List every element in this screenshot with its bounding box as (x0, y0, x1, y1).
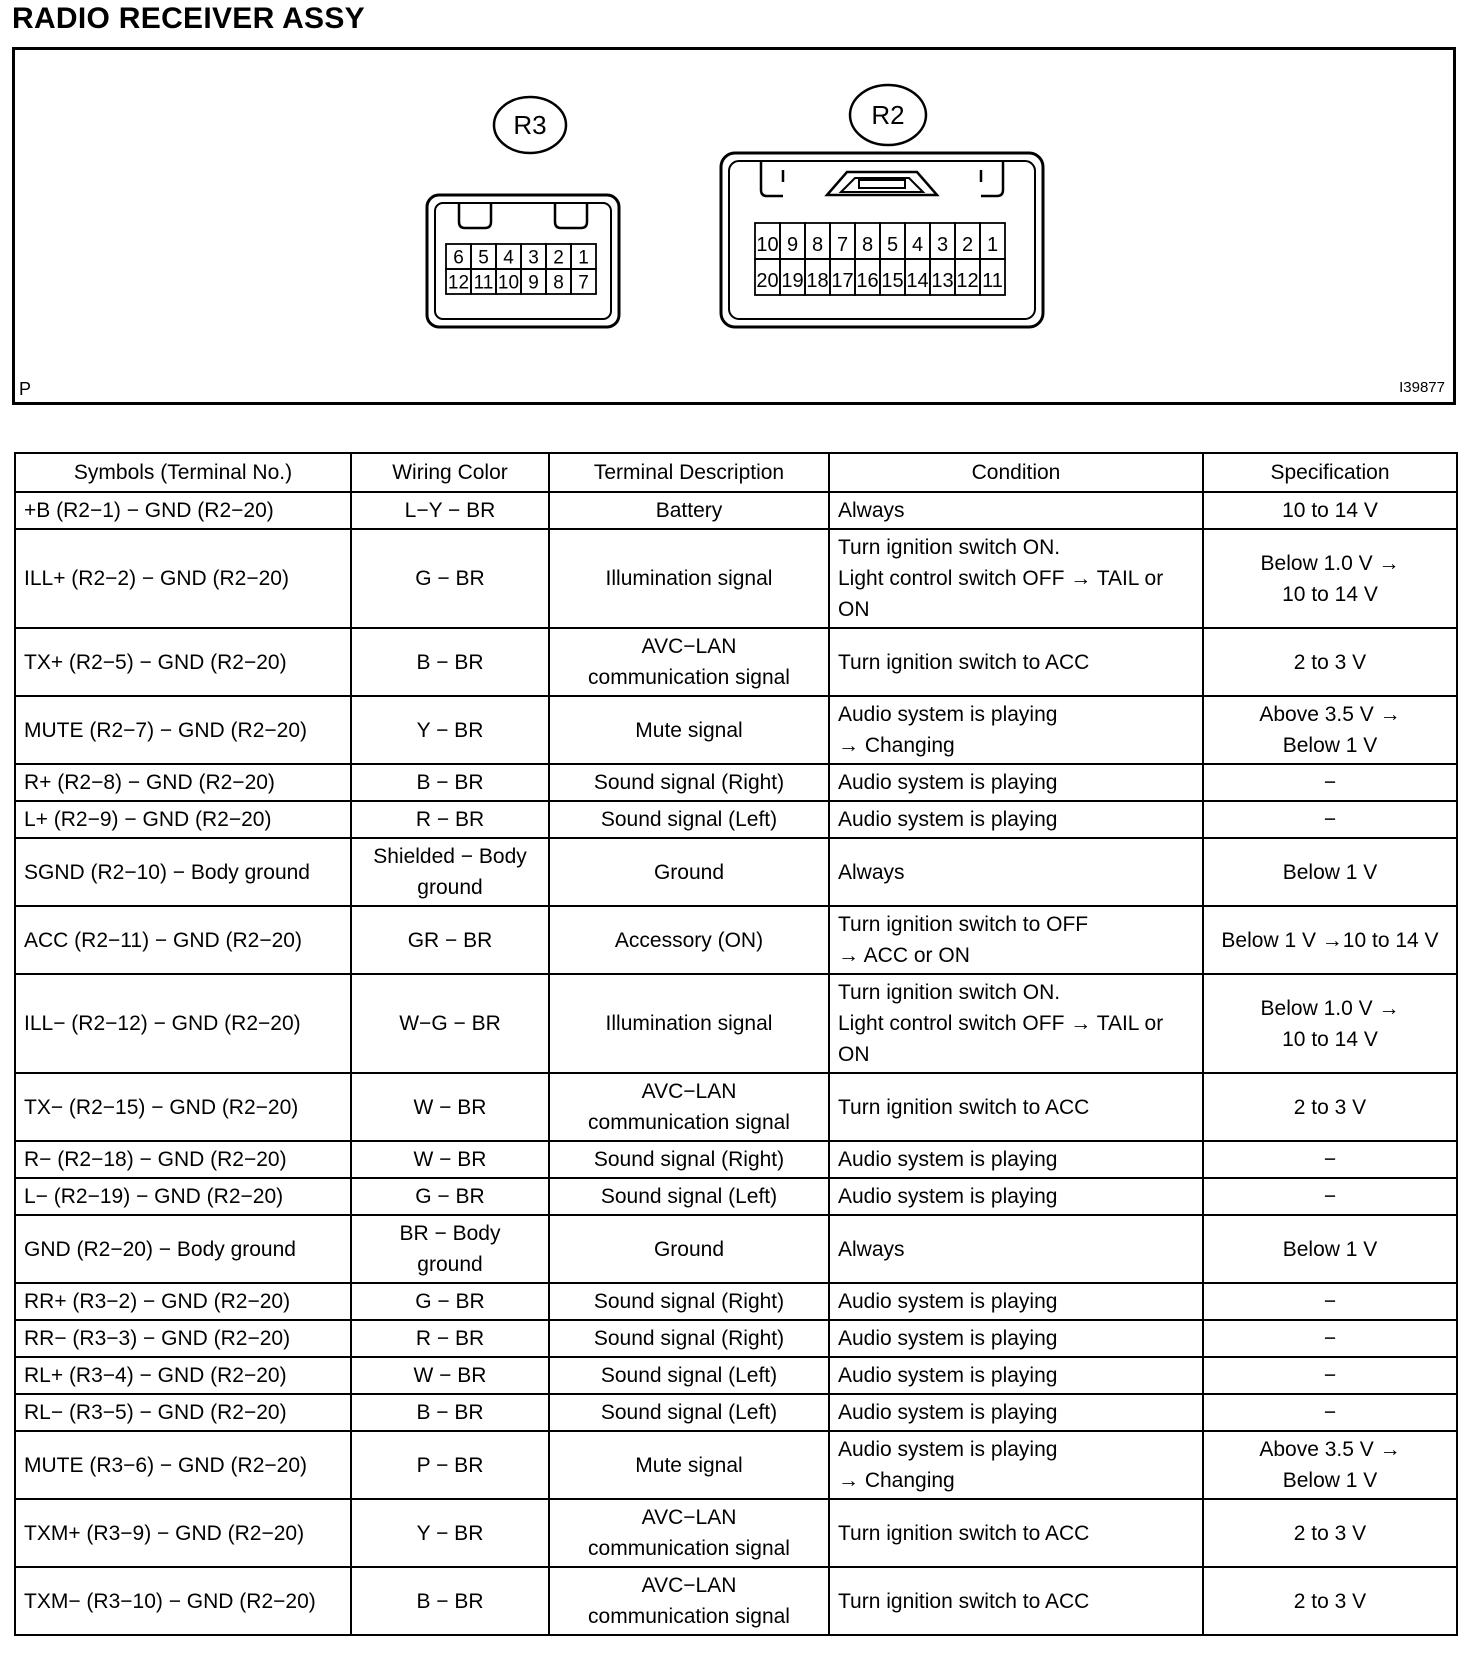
cell-wiring-color-line: B − BR (416, 1589, 484, 1613)
r2-pin-number: 4 (911, 234, 924, 257)
cell-terminal-description (549, 1394, 829, 1431)
cell-symbol: R+ (R2−8) − GND (R2−20) (15, 764, 351, 801)
cell-specification (1203, 492, 1457, 529)
r2-label: R2 (871, 100, 905, 130)
connector-diagram (15, 50, 1453, 402)
figure-id: I39877 (1399, 379, 1445, 396)
cell-condition-line: Audio system is playing (838, 771, 1058, 794)
cell-specification (1203, 1394, 1457, 1431)
cell-terminal-description-line: Illumination signal (605, 567, 773, 590)
terminal-spec-table (14, 452, 1458, 1636)
cell-specification (1203, 1499, 1457, 1567)
cell-specification (1203, 628, 1457, 696)
cell-wiring-color (351, 1178, 549, 1215)
table-body (15, 492, 1457, 1635)
cell-symbol: L+ (R2−9) − GND (R2−20) (15, 801, 351, 838)
cell-condition (829, 838, 1203, 906)
r2-pin-number: 7 (836, 234, 849, 257)
cell-terminal-description-line: Ground (653, 1237, 725, 1261)
cell-symbol: RR− (R3−3) − GND (R2−20) (15, 1320, 351, 1357)
cell-symbol: RR+ (R3−2) − GND (R2−20) (15, 1283, 351, 1320)
cell-condition-line: Turn ignition switch ON. (838, 536, 1061, 559)
cell-symbol: TXM− (R3−10) − GND (R2−20) (15, 1567, 351, 1635)
table-row (15, 801, 1457, 838)
cell-symbol: L− (R2−19) − GND (R2−20) (15, 1178, 351, 1215)
cell-specification-line: − (1323, 1185, 1337, 1208)
cell-condition (829, 1141, 1203, 1178)
cell-terminal-description (549, 1283, 829, 1320)
cell-condition-line: Audio system is playing (838, 1364, 1058, 1387)
cell-symbol: MUTE (R2−7) − GND (R2−20) (15, 696, 351, 764)
cell-specification-line: Below 1 V (1282, 1237, 1378, 1261)
r3-pin-number: 5 (478, 247, 489, 269)
cell-condition-line: Turn ignition switch to ACC (838, 1589, 1090, 1613)
cell-wiring-color (351, 1283, 549, 1320)
table-row (15, 764, 1457, 801)
cell-condition-line: → Changing (838, 1469, 955, 1492)
cell-wiring-color (351, 906, 549, 974)
cell-wiring-color (351, 696, 549, 764)
r3-pin-number: 2 (553, 247, 564, 269)
cell-condition-line: Audio system is playing (838, 703, 1058, 726)
cell-specification (1203, 1215, 1457, 1283)
r2-pin-number: 19 (781, 270, 804, 293)
header-symbols: Symbols (Terminal No.) (15, 453, 351, 492)
cell-specification-line: Below 1.0 V → (1260, 551, 1400, 575)
cell-specification (1203, 1567, 1457, 1635)
r2-pin-number: 5 (886, 234, 899, 257)
cell-wiring-color-line: Y − BR (416, 718, 484, 742)
cell-terminal-description (549, 1567, 829, 1635)
cell-terminal-description-line: AVC−LAN (641, 1080, 737, 1103)
cell-terminal-description (549, 1178, 829, 1215)
header-terminal-description: Terminal Description (549, 453, 829, 492)
table-row (15, 1567, 1457, 1635)
cell-terminal-description (549, 1357, 829, 1394)
r3-latch-right (555, 203, 587, 228)
cell-wiring-color-line: G − BR (415, 567, 485, 590)
table-row (15, 696, 1457, 764)
cell-wiring-color-line: R − BR (415, 1327, 485, 1350)
table-row (15, 1320, 1457, 1357)
cell-symbol: TXM+ (R3−9) − GND (R2−20) (15, 1499, 351, 1567)
table-row (15, 1178, 1457, 1215)
cell-specification-line: 2 to 3 V (1293, 650, 1367, 674)
header-specification: Specification (1203, 453, 1457, 492)
cell-terminal-description-line: Illumination signal (605, 1012, 773, 1035)
cell-wiring-color (351, 529, 549, 628)
cell-terminal-description-line: Battery (655, 499, 723, 522)
cell-condition-line: Light control switch OFF → TAIL or (838, 1012, 1164, 1035)
cell-condition-line: Audio system is playing (838, 1438, 1058, 1461)
cell-wiring-color-line: ground (417, 1253, 483, 1276)
r2-pin-number: 18 (806, 270, 829, 293)
cell-wiring-color-line: W − BR (413, 1364, 487, 1387)
cell-specification (1203, 1141, 1457, 1178)
cell-condition-line: Light control switch OFF → TAIL or (838, 567, 1164, 590)
cell-condition-line: Audio system is playing (838, 1185, 1058, 1208)
r3-pin-number: 1 (578, 247, 589, 269)
r3-pin-number: 10 (497, 272, 520, 294)
table-header-row (15, 453, 1457, 492)
r2-pin-number: 2 (961, 234, 974, 257)
cell-specification (1203, 764, 1457, 801)
cell-wiring-color-line: B − BR (416, 1401, 484, 1424)
cell-terminal-description (549, 628, 829, 696)
cell-specification-line: − (1323, 1401, 1337, 1424)
cell-wiring-color (351, 1320, 549, 1357)
cell-wiring-color-line: P − BR (416, 1453, 484, 1477)
cell-condition-line: Turn ignition switch to ACC (838, 1521, 1090, 1545)
cell-condition (829, 1215, 1203, 1283)
cell-terminal-description-line: Sound signal (Right) (593, 771, 785, 794)
cell-specification-line: Below 1.0 V → (1260, 996, 1400, 1020)
cell-symbol: SGND (R2−10) − Body ground (15, 838, 351, 906)
cell-specification-line: − (1323, 1327, 1337, 1350)
cell-terminal-description (549, 1073, 829, 1141)
r2-pin-number: 9 (786, 234, 799, 257)
cell-condition-line: Audio system is playing (838, 1327, 1058, 1350)
r3-pin-number: 7 (578, 272, 589, 294)
table-row (15, 529, 1457, 628)
cell-wiring-color-line: B − BR (416, 771, 484, 794)
cell-wiring-color-line: GR − BR (407, 928, 493, 952)
r3-pin-number: 8 (553, 272, 564, 294)
cell-condition (829, 492, 1203, 529)
r2-latch-left (761, 161, 783, 196)
cell-wiring-color (351, 1394, 549, 1431)
cell-terminal-description (549, 1141, 829, 1178)
cell-condition-line: ON (838, 598, 870, 621)
cell-terminal-description-line: Accessory (ON) (614, 928, 764, 952)
cell-symbol: RL− (R3−5) − GND (R2−20) (15, 1394, 351, 1431)
r2-pin-number: 8 (861, 234, 874, 257)
cell-symbol: ILL− (R2−12) − GND (R2−20) (15, 974, 351, 1073)
cell-terminal-description (549, 696, 829, 764)
cell-terminal-description (549, 1431, 829, 1499)
cell-symbol: RL+ (R3−4) − GND (R2−20) (15, 1357, 351, 1394)
cell-condition-line: Audio system is playing (838, 808, 1058, 831)
cell-specification-line: Below 1 V (1282, 860, 1378, 884)
cell-symbol: GND (R2−20) − Body ground (15, 1215, 351, 1283)
cell-terminal-description-line: Sound signal (Right) (593, 1148, 785, 1171)
r2-pin-number: 11 (982, 270, 1003, 293)
cell-specification-line: 10 to 14 V (1282, 499, 1378, 522)
cell-condition-line: Audio system is playing (838, 1401, 1058, 1424)
cell-wiring-color (351, 1141, 549, 1178)
cell-condition-line: Always (838, 1237, 905, 1261)
table-row (15, 1283, 1457, 1320)
r3-pin-number: 4 (503, 247, 514, 269)
cell-specification-line: − (1323, 1364, 1337, 1387)
r2-pin-number: 3 (936, 234, 949, 257)
cell-condition (829, 1431, 1203, 1499)
cell-symbol: TX+ (R2−5) − GND (R2−20) (15, 628, 351, 696)
cell-terminal-description-line: Mute signal (635, 1453, 743, 1477)
cell-terminal-description (549, 906, 829, 974)
cell-wiring-color-line: W − BR (413, 1148, 487, 1171)
cell-terminal-description-line: Sound signal (Right) (593, 1290, 785, 1313)
table-row (15, 838, 1457, 906)
cell-condition (829, 1073, 1203, 1141)
table-row (15, 1073, 1457, 1141)
table-row (15, 1215, 1457, 1283)
cell-condition (829, 974, 1203, 1073)
r3-pin-number: 6 (453, 247, 464, 269)
cell-condition-line: Turn ignition switch to ACC (838, 650, 1090, 674)
cell-wiring-color (351, 1357, 549, 1394)
cell-specification (1203, 1357, 1457, 1394)
header-condition: Condition (829, 453, 1203, 492)
cell-specification (1203, 1431, 1457, 1499)
cell-condition (829, 1283, 1203, 1320)
cell-terminal-description-line: AVC−LAN (641, 1574, 737, 1597)
cell-wiring-color (351, 628, 549, 696)
cell-terminal-description-line: Sound signal (Left) (600, 1185, 778, 1208)
cell-specification-line: Above 3.5 V → (1259, 1438, 1401, 1461)
cell-specification (1203, 1283, 1457, 1320)
r3-pin-number: 11 (473, 272, 494, 294)
cell-symbol: +B (R2−1) − GND (R2−20) (15, 492, 351, 529)
cell-wiring-color (351, 974, 549, 1073)
cell-specification-line: Below 1 V (1282, 734, 1378, 757)
cell-specification (1203, 529, 1457, 628)
cell-wiring-color (351, 1215, 549, 1283)
cell-terminal-description (549, 838, 829, 906)
cell-wiring-color-line: BR − Body (399, 1222, 501, 1245)
cell-wiring-color-line: R − BR (415, 808, 485, 831)
cell-wiring-color-line: G − BR (415, 1185, 485, 1208)
cell-terminal-description-line: AVC−LAN (641, 1506, 737, 1529)
cell-specification (1203, 974, 1457, 1073)
cell-wiring-color (351, 1431, 549, 1499)
cell-condition-line: Always (838, 499, 905, 522)
cell-terminal-description (549, 801, 829, 838)
r2-pin-number: 8 (811, 234, 824, 257)
cell-wiring-color (351, 1499, 549, 1567)
cell-condition (829, 1178, 1203, 1215)
cell-wiring-color-line: L−Y − BR (404, 499, 496, 522)
cell-terminal-description-line: Sound signal (Right) (593, 1327, 785, 1350)
cell-symbol: R− (R2−18) − GND (R2−20) (15, 1141, 351, 1178)
cell-condition-line: Audio system is playing (838, 1290, 1058, 1313)
cell-terminal-description-line: Sound signal (Left) (600, 1364, 778, 1387)
cell-specification-line: − (1323, 771, 1337, 794)
r2-pin-number: 17 (831, 270, 854, 293)
cell-condition-line: Turn ignition switch to OFF (838, 913, 1089, 936)
r3-latch-left (459, 203, 491, 228)
cell-wiring-color-line: G − BR (415, 1290, 485, 1313)
r2-pin-number: 16 (856, 270, 879, 293)
cell-wiring-color (351, 1073, 549, 1141)
r3-pin-number: 9 (528, 272, 539, 294)
cell-condition (829, 1320, 1203, 1357)
cell-specification (1203, 1073, 1457, 1141)
cell-terminal-description (549, 1320, 829, 1357)
cell-terminal-description-line: communication signal (588, 666, 790, 689)
connector-figure (12, 47, 1456, 405)
r2-pin-number: 15 (881, 270, 904, 293)
table-row (15, 1499, 1457, 1567)
cell-wiring-color-line: W−G − BR (399, 1012, 501, 1035)
cell-terminal-description-line: communication signal (588, 1605, 790, 1628)
cell-wiring-color (351, 764, 549, 801)
cell-condition-line: Turn ignition switch ON. (838, 981, 1061, 1004)
cell-wiring-color (351, 838, 549, 906)
r2-latch-right (981, 161, 1003, 196)
cell-wiring-color (351, 1567, 549, 1635)
cell-condition (829, 906, 1203, 974)
cell-terminal-description (549, 1215, 829, 1283)
cell-wiring-color-line: W − BR (413, 1095, 487, 1119)
cell-symbol: TX− (R2−15) − GND (R2−20) (15, 1073, 351, 1141)
cell-condition-line: → ACC or ON (838, 944, 970, 967)
figure-corner-mark: P (19, 379, 32, 399)
cell-specification-line: 10 to 14 V (1282, 1027, 1378, 1051)
cell-specification (1203, 801, 1457, 838)
cell-terminal-description-line: communication signal (588, 1111, 790, 1134)
cell-condition (829, 801, 1203, 838)
cell-specification (1203, 1178, 1457, 1215)
cell-specification-line: 2 to 3 V (1293, 1095, 1367, 1119)
cell-terminal-description (549, 492, 829, 529)
cell-condition-line: Always (838, 860, 905, 884)
cell-terminal-description (549, 974, 829, 1073)
r3-label: R3 (513, 110, 547, 140)
cell-condition (829, 696, 1203, 764)
r2-pin-number: 12 (956, 270, 979, 293)
cell-specification (1203, 696, 1457, 764)
r2-pin-number: 10 (756, 234, 779, 257)
cell-terminal-description (549, 764, 829, 801)
cell-condition (829, 764, 1203, 801)
cell-wiring-color-line: ground (417, 876, 483, 899)
cell-terminal-description (549, 1499, 829, 1567)
cell-condition-line: Turn ignition switch to ACC (838, 1095, 1090, 1119)
r2-pin-number: 14 (906, 270, 929, 293)
r3-pin-number: 12 (447, 272, 470, 294)
cell-terminal-description-line: Mute signal (635, 718, 743, 742)
r2-pin-number: 13 (931, 270, 954, 293)
cell-condition (829, 628, 1203, 696)
cell-terminal-description-line: Ground (653, 860, 725, 884)
cell-specification-line: − (1323, 1148, 1337, 1171)
cell-terminal-description-line: Sound signal (Left) (600, 808, 778, 831)
cell-symbol: MUTE (R3−6) − GND (R2−20) (15, 1431, 351, 1499)
cell-specification-line: 2 to 3 V (1293, 1589, 1367, 1613)
cell-wiring-color (351, 801, 549, 838)
cell-specification-line: − (1323, 808, 1337, 831)
cell-specification-line: Below 1 V →10 to 14 V (1221, 928, 1439, 952)
cell-specification-line: Above 3.5 V → (1259, 703, 1401, 726)
cell-symbol: ACC (R2−11) − GND (R2−20) (15, 906, 351, 974)
cell-specification (1203, 906, 1457, 974)
cell-condition (829, 529, 1203, 628)
table-row (15, 974, 1457, 1073)
table-row (15, 1357, 1457, 1394)
r3-pin-grid (446, 244, 596, 294)
cell-specification-line: 10 to 14 V (1282, 582, 1378, 606)
cell-terminal-description (549, 529, 829, 628)
cell-wiring-color-line: B − BR (416, 650, 484, 674)
r2-pin-grid (755, 223, 1005, 295)
cell-wiring-color-line: Shielded − Body (373, 845, 527, 868)
cell-condition (829, 1394, 1203, 1431)
cell-condition-line: ON (838, 1043, 870, 1066)
cell-condition (829, 1567, 1203, 1635)
cell-specification-line: Below 1 V (1282, 1469, 1378, 1492)
page-title: RADIO RECEIVER ASSY (12, 2, 365, 35)
r2-pin-number: 20 (756, 270, 779, 293)
cell-condition-line: Audio system is playing (838, 1148, 1058, 1171)
cell-terminal-description-line: AVC−LAN (641, 635, 737, 658)
cell-specification (1203, 1320, 1457, 1357)
cell-specification-line: 2 to 3 V (1293, 1521, 1367, 1545)
r3-pin-number: 3 (528, 247, 539, 269)
cell-condition (829, 1499, 1203, 1567)
table-row (15, 1141, 1457, 1178)
cell-specification-line: − (1323, 1290, 1337, 1313)
table-row (15, 628, 1457, 696)
table-row (15, 1394, 1457, 1431)
r2-pin-number: 1 (986, 234, 999, 257)
cell-wiring-color-line: Y − BR (416, 1521, 484, 1545)
cell-symbol: ILL+ (R2−2) − GND (R2−20) (15, 529, 351, 628)
cell-specification (1203, 838, 1457, 906)
cell-terminal-description-line: communication signal (588, 1537, 790, 1560)
cell-condition (829, 1357, 1203, 1394)
table-row (15, 906, 1457, 974)
header-wiring-color: Wiring Color (351, 453, 549, 492)
cell-condition-line: → Changing (838, 734, 955, 757)
cell-wiring-color (351, 492, 549, 529)
cell-terminal-description-line: Sound signal (Left) (600, 1401, 778, 1424)
table-row (15, 1431, 1457, 1499)
table-row (15, 492, 1457, 529)
